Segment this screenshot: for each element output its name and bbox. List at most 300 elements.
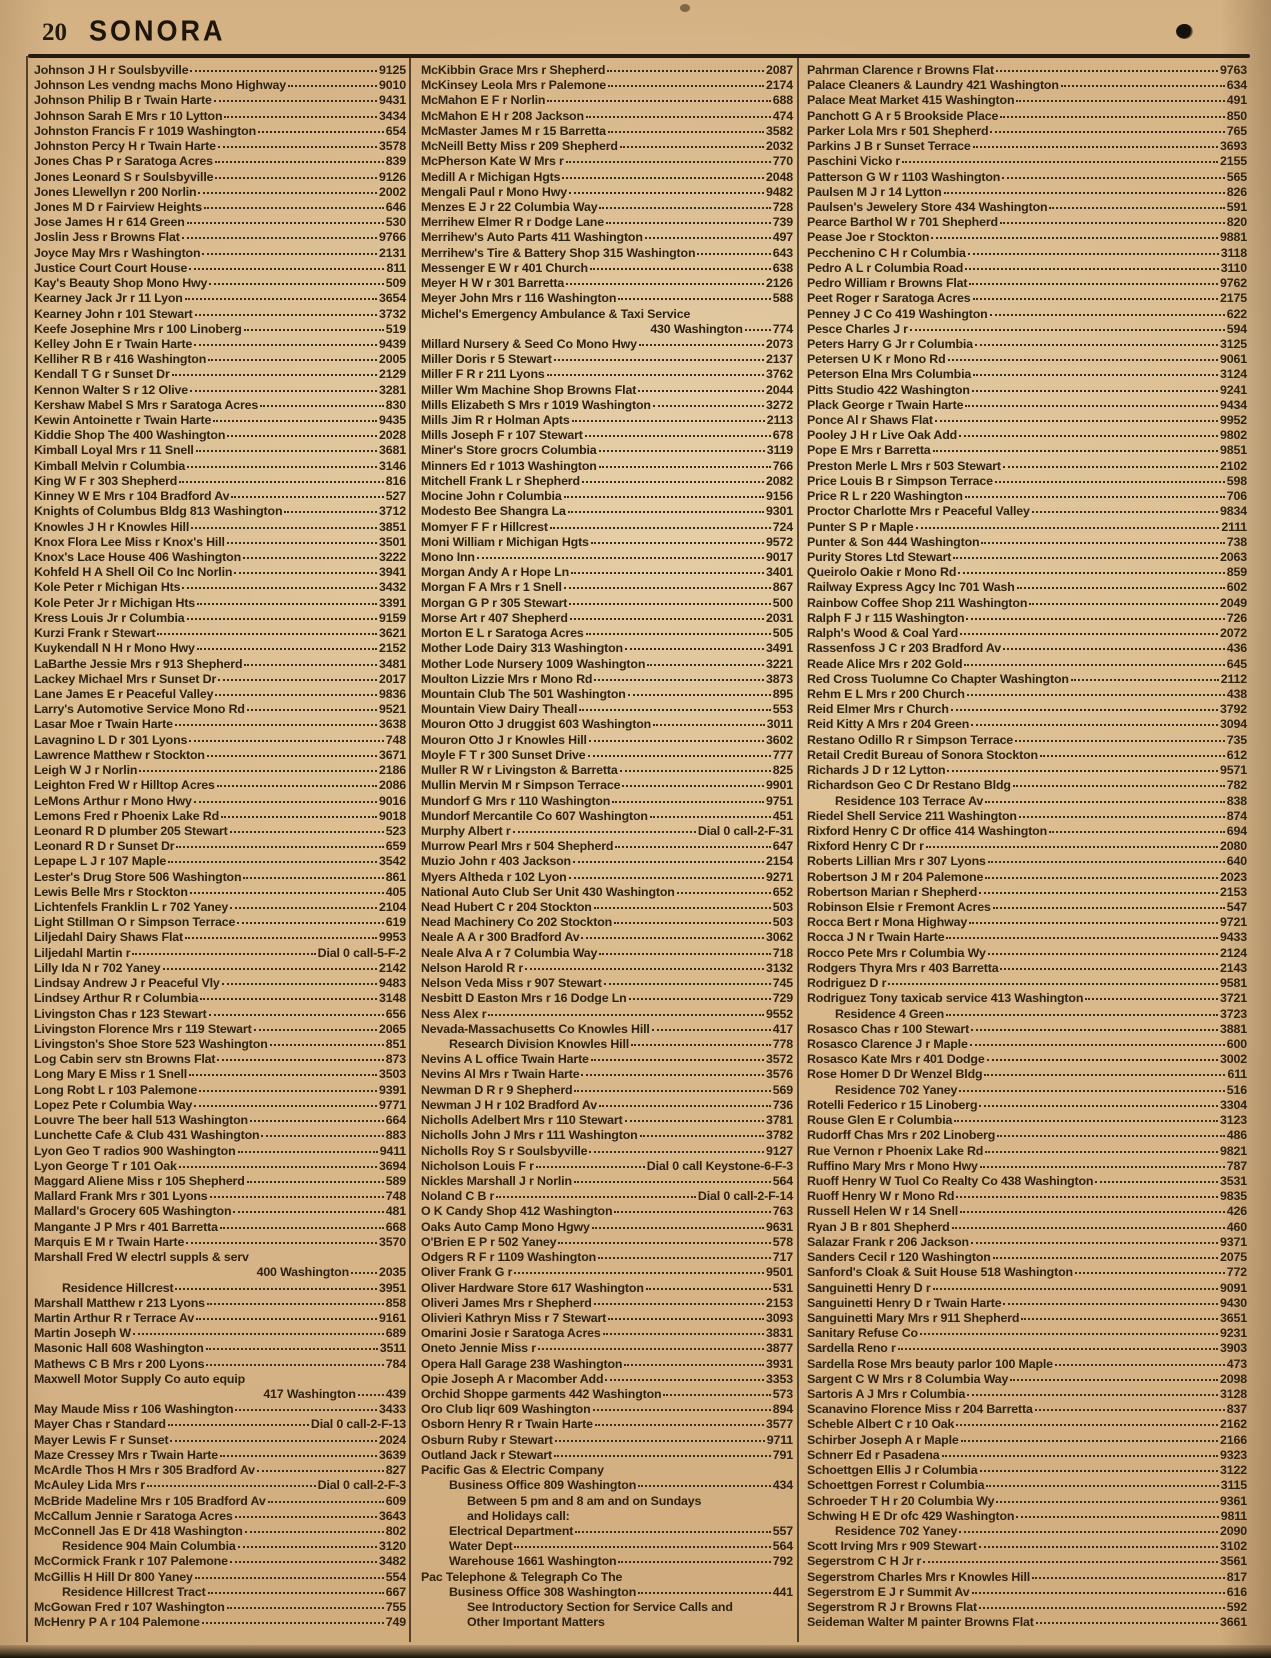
entry-name: Outland Jack r Stewart [421,1447,552,1462]
leader-dots [202,253,377,255]
directory-entry [34,809,406,824]
leader-dots [1016,100,1224,102]
directory-entry [807,1022,1247,1037]
entry-name: Retail Credit Bureau of Sonora Stockton [807,747,1038,762]
entry-number: 3222 [379,550,406,564]
directory-entry [421,1098,793,1113]
entry-name: Richardson Geo C Dr Restano Bldg [807,778,1011,793]
entry-name: Mundorf Mercantile Co 607 Washington [421,808,648,823]
entry-number: 9018 [379,808,406,823]
leader-dots [614,922,771,924]
leader-dots [260,405,384,407]
entry-number: 438 [1226,686,1247,701]
entry-number: 3093 [766,1310,793,1325]
directory-entry [807,307,1247,322]
leader-dots [898,1348,1218,1350]
entry-number: 516 [1226,1082,1247,1097]
entry-name: Oneto Jennie Miss r [421,1341,536,1356]
entry-number: 3511 [379,1341,406,1356]
entry-number: 3391 [379,595,406,610]
entry-name: Reid Kitty A Mrs r 204 Green [807,717,970,732]
entry-name: Price R L r 220 Washington [807,489,963,504]
directory-entry [421,1448,793,1463]
entry-name: Nicholson Louis F r [421,1158,534,1173]
entry-number: 9835 [1220,1189,1247,1204]
entry-name: McMaster James M r 15 Barretta [421,123,606,138]
leader-dots [190,70,377,72]
directory-entry [421,337,793,352]
entry-number: 2075 [1220,1250,1247,1265]
leader-dots [513,831,696,833]
entry-name: Menzes E J r 22 Columbia Way [421,199,598,214]
entry-number: 553 [772,702,793,717]
entry-name: Robinson Elsie r Fremont Acres [807,900,991,915]
leader-dots [966,618,1224,620]
entry-name: Kress Louis Jr r Columbia [34,610,185,625]
directory-entry [34,1402,406,1417]
leader-dots [230,831,384,833]
directory-entry [421,1052,793,1067]
entry-number: 3304 [1220,1097,1247,1112]
leader-dots [971,1242,1218,1244]
directory-entry [34,915,406,930]
leader-dots [207,1303,384,1305]
entry-name: Miner's Store grocrs Columbia [421,443,597,458]
directory-entry [421,976,793,991]
entry-name: Orchid Shoppe garments 442 Washington [421,1387,662,1402]
entry-number: 778 [772,1037,793,1051]
directory-entry [807,1098,1247,1113]
leader-dots [589,1151,764,1153]
entry-number: 850 [1226,108,1247,123]
entry-number: Dial 0 call-2-F-3 [317,1478,406,1493]
directory-entry [34,991,406,1006]
directory-entry [807,1159,1247,1174]
entry-name: Lindsay Andrew J r Peaceful Vly [34,976,220,991]
entry-number: 9156 [766,489,793,504]
entry-number: 3011 [766,717,793,732]
entry-number: 9763 [1220,63,1247,77]
leader-dots [189,1074,377,1076]
leader-dots [946,937,1218,939]
entry-name: Paulsen M J r 14 Lytton [807,184,942,199]
leader-dots [1036,1622,1218,1624]
entry-number: 491 [1226,93,1247,108]
entry-number: 873 [385,1052,406,1067]
directory-entry [421,778,793,793]
entry-name: Lawrence Matthew r Stockton [34,747,205,762]
entry-number: 739 [772,215,793,230]
leader-dots [190,892,384,894]
directory-entry [421,489,793,504]
leader-dots [200,998,377,1000]
entry-name: Pease Joe r Stockton [807,230,930,245]
entry-number: 3721 [1220,991,1247,1006]
entry-name: Purity Stores Ltd Stewart [807,550,952,564]
directory-entry [807,1311,1247,1326]
entry-number: 3873 [766,671,793,686]
directory-entry [807,1600,1247,1615]
directory-entry [34,1128,406,1143]
entry-name: Ralph's Wood & Coal Yard [807,626,959,641]
directory-entry [34,824,406,839]
entry-name: Rocca Bert r Mona Highway [807,915,968,930]
entry-number: 3501 [379,534,406,549]
entry-name: Lichtenfels Franklin L r 702 Yaney [34,900,229,915]
entry-number: 763 [772,1204,793,1219]
directory-entry [807,413,1247,428]
leader-dots [608,1318,764,1320]
leader-dots [931,237,1218,239]
entry-name: Ruoff Henry W r Mono Rd [807,1189,955,1204]
entry-name: Research Division Knowles Hill [449,1037,630,1051]
entry-number: 3570 [379,1234,406,1249]
leader-dots [1000,968,1218,970]
entry-name: Opera Hall Garage 238 Washington [421,1356,623,1371]
entry-name: McGowan Fred r 107 Washington [34,1600,225,1615]
entry-number: 755 [385,1600,406,1615]
leader-dots [175,724,377,726]
entry-name: Rocca J N r Twain Harte [807,930,945,945]
directory-entry [421,900,793,915]
entry-name: McConnell Jas E Dr 418 Washington [34,1524,243,1538]
directory-entry [807,596,1247,611]
leader-dots [571,572,764,574]
leader-dots [960,1211,1225,1213]
directory-entry [807,991,1247,1006]
leader-dots [1055,1364,1225,1366]
entry-name: McPherson Kate W Mrs r [421,154,564,169]
directory-entry [34,854,406,869]
directory-entry [421,565,793,580]
leader-dots [625,1120,764,1122]
entry-name: Maze Cressey Mrs r Twain Harte [34,1447,218,1462]
entry-name: Mountain Club The 501 Washington [421,686,626,701]
leader-dots [967,694,1225,696]
entry-name: Rodriguez Tony taxicab service 413 Washington [807,991,1084,1006]
entry-name: Light Stillman O r Simpson Terrace [34,915,236,930]
directory-entry [421,139,793,154]
leader-dots [956,1424,1218,1426]
leader-dots [605,1379,764,1381]
entry-name: Pecchenino C H r Columbia [807,245,966,260]
entry-name: Neale A A r 300 Bradford Av [421,930,580,945]
directory-entry [421,672,793,687]
directory-entry [421,474,793,489]
leader-dots [968,253,1219,255]
entry-name: Marshall Matthew r 213 Lyons [34,1295,205,1310]
directory-entry [807,1357,1247,1372]
entry-number: 509 [385,276,406,291]
entry-number: 678 [772,428,793,443]
leader-dots [1085,998,1218,1000]
entry-number: 3781 [766,1113,793,1128]
leader-dots [204,207,384,209]
leader-dots [598,1257,771,1259]
directory-entry [34,1433,406,1448]
entry-name: Sanford's Cloak & Suit House 518 Washington [807,1265,1073,1280]
entry-name: May Maude Miss r 106 Washington [34,1402,234,1417]
entry-number: 589 [385,1173,406,1188]
entry-name: Oliver Frank G r [421,1265,513,1280]
directory-entry [34,63,406,78]
entry-name: Pacific Gas & Electric Company [421,1463,604,1478]
entry-number: 9901 [766,778,793,793]
entry-name: Rehm E L Mrs r 200 Church [807,686,965,701]
entry-number: 3094 [1220,717,1247,732]
entry-number: 3577 [766,1417,793,1432]
entry-name: Mother Lode Dairy 313 Washington [421,641,623,656]
directory-entry [421,717,793,732]
leader-dots [1017,587,1225,589]
directory-entry [34,413,406,428]
entry-number: 565 [1226,169,1247,184]
leader-dots [235,1516,377,1518]
entry-number: 9721 [1220,915,1247,930]
entry-heading [34,1250,406,1265]
leader-dots [960,633,1218,635]
entry-number: 825 [772,763,793,778]
leader-dots [1013,785,1225,787]
directory-entry [34,794,406,809]
entry-number: 2131 [379,245,406,260]
directory-entry [421,580,793,595]
entry-name: McCallum Jennie r Saratoga Acres [34,1508,233,1523]
leader-dots [923,1561,1218,1563]
entry-name: Nelson Veda Miss r 907 Stewart [421,976,602,991]
directory-entry [421,1159,793,1174]
leader-dots [1095,1181,1218,1183]
entry-name: Residence Hillcrest [62,1280,174,1295]
directory-entry [421,1433,793,1448]
entry-number: 816 [385,473,406,488]
entry-number: 3482 [379,1554,406,1569]
entry-number: 3062 [766,930,793,945]
leader-dots [677,892,771,894]
leader-dots [972,390,1218,392]
entry-number: 2028 [379,428,406,443]
leader-dots [202,1622,384,1624]
directory-entry [421,78,793,93]
entry-number: 706 [1226,489,1247,504]
entry-number: 638 [772,260,793,275]
entry-number: 573 [772,1387,793,1402]
entry-number: 3602 [766,732,793,747]
entry-name: Rosasco Chas r 100 Stewart [807,1021,970,1036]
entry-name: Log Cabin serv stn Browns Flat [34,1052,216,1067]
leader-dots [979,1607,1225,1609]
entry-number: 9571 [1220,763,1247,778]
entry-name: Scheble Albert C r 10 Oak [807,1417,955,1432]
directory-entry [421,854,793,869]
directory-entry [421,991,793,1006]
entry-name: Mallard Frank Mrs r 301 Lyons [34,1189,208,1204]
entry-number: 2082 [766,473,793,488]
leader-dots [995,481,1225,483]
directory-entry [421,459,793,474]
leader-dots [984,1074,1225,1076]
leader-dots [625,648,764,650]
leader-dots [1010,1379,1218,1381]
entry-name: Johnson Les vendng machs Mono Highway [34,78,286,93]
entry-number: 2154 [766,854,793,869]
entry-number: 530 [385,215,406,230]
directory-entry [807,1448,1247,1463]
entry-number: 9411 [379,1143,406,1158]
directory-entry [34,154,406,169]
leader-dots [221,816,377,818]
entry-number: 9802 [1220,428,1247,443]
leader-dots [547,374,764,376]
entry-number: 9811 [1220,1508,1247,1523]
leader-dots [190,390,377,392]
entry-number: 3651 [1220,1310,1247,1325]
entry-name: Scott Irving Mrs r 909 Stewart [807,1539,977,1554]
entry-name: Nicholls John J Mrs r 111 Washington [421,1128,638,1143]
entry-number: 2024 [379,1432,406,1447]
leader-dots [986,1485,1218,1487]
directory-entry [34,1341,406,1356]
entry-number: 3694 [379,1158,406,1173]
entry-number: 802 [385,1524,406,1538]
entry-name: Jones Llewellyn r 200 Norlin [34,184,197,199]
directory-entry [34,1615,406,1630]
entry-number: 497 [772,230,793,245]
entry-number: 578 [772,1234,793,1249]
column-rule-2 [797,56,799,1642]
leader-dots [574,1181,771,1183]
entry-name: McHenry P A r 104 Palemone [34,1615,200,1630]
entry-name: Rassenfoss J C r 203 Bradford Av [807,641,1001,656]
leader-dots [574,1090,770,1092]
entry-number: 3102 [1220,1539,1247,1554]
directory-entry [34,124,406,139]
entry-number: 858 [385,1295,406,1310]
directory-entry [807,1402,1247,1417]
entry-name: Rudorff Chas Mrs r 202 Linoberg [807,1128,996,1143]
directory-entry [421,824,793,839]
directory-entry [421,1387,793,1402]
directory-entry [807,383,1247,398]
directory-entry [807,1144,1247,1159]
leader-dots [215,161,384,163]
entry-number: 569 [772,1082,793,1097]
entry-number: 554 [385,1569,406,1584]
entry-name: Lavagnino L D r 301 Lyons [34,732,188,747]
entry-number: 2049 [1220,595,1247,610]
entry-number: 738 [1226,534,1247,549]
entry-name: Punter S P r Maple [807,519,914,534]
directory-entry [34,1189,406,1204]
entry-number: 3941 [379,565,406,580]
entry-name: Kennon Walter S r 12 Olive [34,382,189,397]
directory-entry [421,215,793,230]
leader-dots [951,709,1218,711]
directory-entry [421,1083,793,1098]
directory-entry [807,839,1247,854]
directory-entry [34,93,406,108]
entry-number: 9017 [766,550,793,564]
leader-dots [243,877,383,879]
leader-dots [191,527,377,529]
entry-name: Lepape L J r 107 Maple [34,854,167,869]
leader-dots [585,435,771,437]
leader-dots [1000,222,1225,224]
entry-number: 436 [1226,641,1247,656]
directory-entry [421,1265,793,1280]
entry-number: 9433 [1220,930,1247,945]
leader-dots [944,192,1225,194]
leader-dots [568,511,764,513]
leader-dots [1003,648,1225,650]
directory-entry [34,1052,406,1067]
directory-entry [421,1372,793,1387]
leader-dots [147,1485,316,1487]
leader-dots [569,603,770,605]
leader-dots [182,237,377,239]
directory-entry [34,1570,406,1585]
directory-entry [807,1281,1247,1296]
entry-number: 792 [772,1554,793,1569]
directory-entry [34,109,406,124]
leader-dots [477,557,764,559]
entry-name: Rue Vernon r Phoenix Lake Rd [807,1143,984,1158]
entry-name: See Introductory Section for Service Calls and [467,1600,733,1615]
leader-dots [599,207,770,209]
entry-number: 441 [772,1584,793,1599]
leader-dots [254,1029,377,1031]
leader-dots [622,785,764,787]
directory-entry [807,1250,1247,1265]
entry-number: 616 [1226,1584,1247,1599]
leader-dots [988,861,1225,863]
directory-entry [807,1067,1247,1082]
entry-name: Rosasco Kate Mrs r 401 Dodge [807,1052,985,1067]
entry-name: Johnston Percy H r Twain Harte [34,139,216,154]
directory-entry [807,1326,1247,1341]
directory-entry [34,276,406,291]
directory-entry [34,1524,406,1539]
entry-name: Lackey Michael Mrs r Sunset Dr [34,671,217,686]
leader-dots [933,1288,1219,1290]
entry-name: Railway Express Agcy Inc 701 Wash [807,580,1015,595]
leader-dots [570,618,764,620]
directory-entry [807,854,1247,869]
directory-entry [807,78,1247,93]
entry-number: Dial 0 call-2-F-14 [697,1189,793,1204]
entry-number: 2129 [379,367,406,382]
directory-entry [421,1144,793,1159]
leader-dots [607,70,764,72]
entry-name: Odgers R F r 1109 Washington [421,1250,597,1265]
leader-dots [604,983,771,985]
entry-name: Kearney Jack Jr r 11 Lyon [34,291,183,306]
leader-dots [244,664,377,666]
leader-dots [207,755,377,757]
leader-dots [916,527,1220,529]
entry-name: Schroeder T H r 20 Columbia Wy [807,1493,995,1508]
entry-name: Pedro William r Browns Flat [807,276,968,291]
directory-entry [807,565,1247,580]
leader-dots [268,1501,384,1503]
entry-name: Morton E L r Saratoga Acres [421,626,584,641]
entry-number: 688 [772,93,793,108]
leader-dots [215,177,377,179]
entry-name: Patterson G W r 1103 Washington [807,169,1001,184]
entry-number: 503 [772,900,793,915]
entry-name: Kewin Antoinette r Twain Harte [34,413,212,428]
entry-number: 9010 [379,78,406,93]
